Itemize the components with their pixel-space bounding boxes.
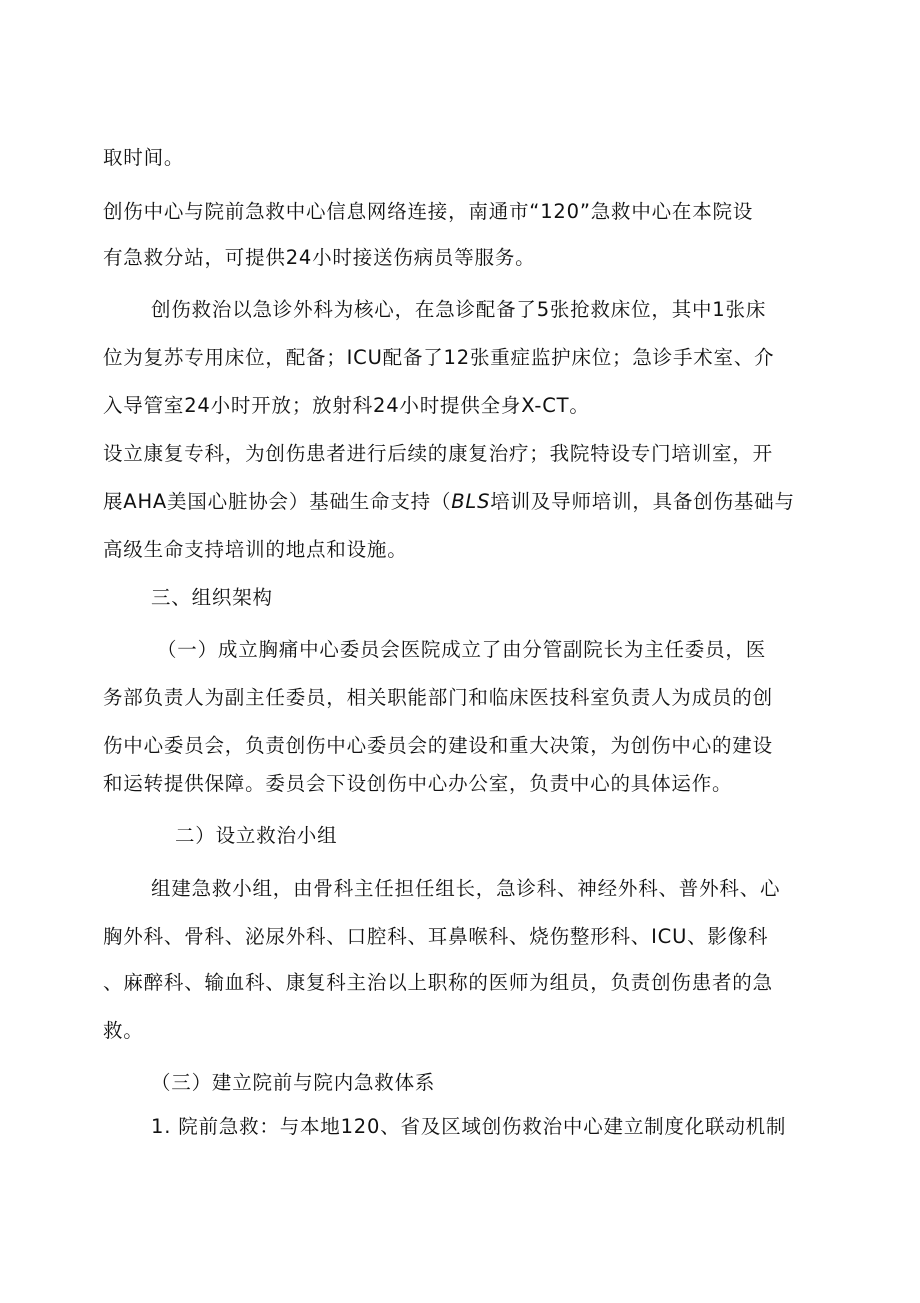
- text-line: 救。: [103, 1019, 144, 1042]
- text-segment: 展AHA美国心脏协会）基础生命支持（: [103, 490, 452, 513]
- text-line: 设立康复专科，为创伤患者进行后续的康复治疗；我院特设专门培训室，开: [103, 442, 773, 465]
- text-line: 1. 院前急救：与本地120、省及区域创伤救治中心建立制度化联动机制: [151, 1115, 787, 1138]
- text-line: 有急救分站，可提供24小时接送伤病员等服务。: [103, 246, 536, 269]
- text-line: 、麻醉科、输血科、康复科主治以上职称的医师为组员，负责创伤患者的急: [103, 971, 773, 994]
- text-line: （一）成立胸痛中心委员会医院成立了由分管副院长为主任委员，医: [157, 638, 767, 661]
- text-line: 高级生命支持培训的地点和设施。: [103, 538, 408, 561]
- text-segment: 培训及导师培训，具备创伤基础与: [490, 490, 795, 513]
- text-line: 胸外科、骨科、泌尿外科、口腔科、耳鼻喉科、烧伤整形科、ICU、影像科: [103, 925, 769, 948]
- text-line-composite: [103, 488, 795, 516]
- section-heading: 三、组织架构: [151, 586, 273, 609]
- text-line: 创伤救治以急诊外科为核心，在急诊配备了5张抢救床位，其中1张床: [151, 298, 767, 321]
- text-line: 伤中心委员会，负责创伤中心委员会的建设和重大决策，为创伤中心的建设: [103, 734, 773, 757]
- text-line: 和运转提供保障。委员会下设创伤中心办公室，负责中心的具体运作。: [103, 772, 733, 795]
- text-line: 务部负责人为副主任委员，相关职能部门和临床医技科室负责人为成员的创: [103, 686, 773, 709]
- subsection-heading: 二）设立救治小组: [175, 824, 338, 847]
- subsection-heading: （三）建立院前与院内急救体系: [151, 1071, 436, 1094]
- text-line: 组建急救小组，由骨科主任担任组长，急诊科、神经外科、普外科、心: [151, 877, 781, 900]
- bls-abbreviation: BLS: [451, 490, 491, 513]
- text-line: 取时间。: [103, 146, 185, 169]
- text-line: 入导管室24小时开放；放射科24小时提供全身X-CT。: [103, 394, 590, 417]
- text-line: 位为复苏专用床位，配备；ICU配备了12张重症监护床位；急诊手术室、介: [103, 346, 775, 369]
- text-line: 创伤中心与院前急救中心信息网络连接，南通市“120”急救中心在本院设: [103, 200, 754, 223]
